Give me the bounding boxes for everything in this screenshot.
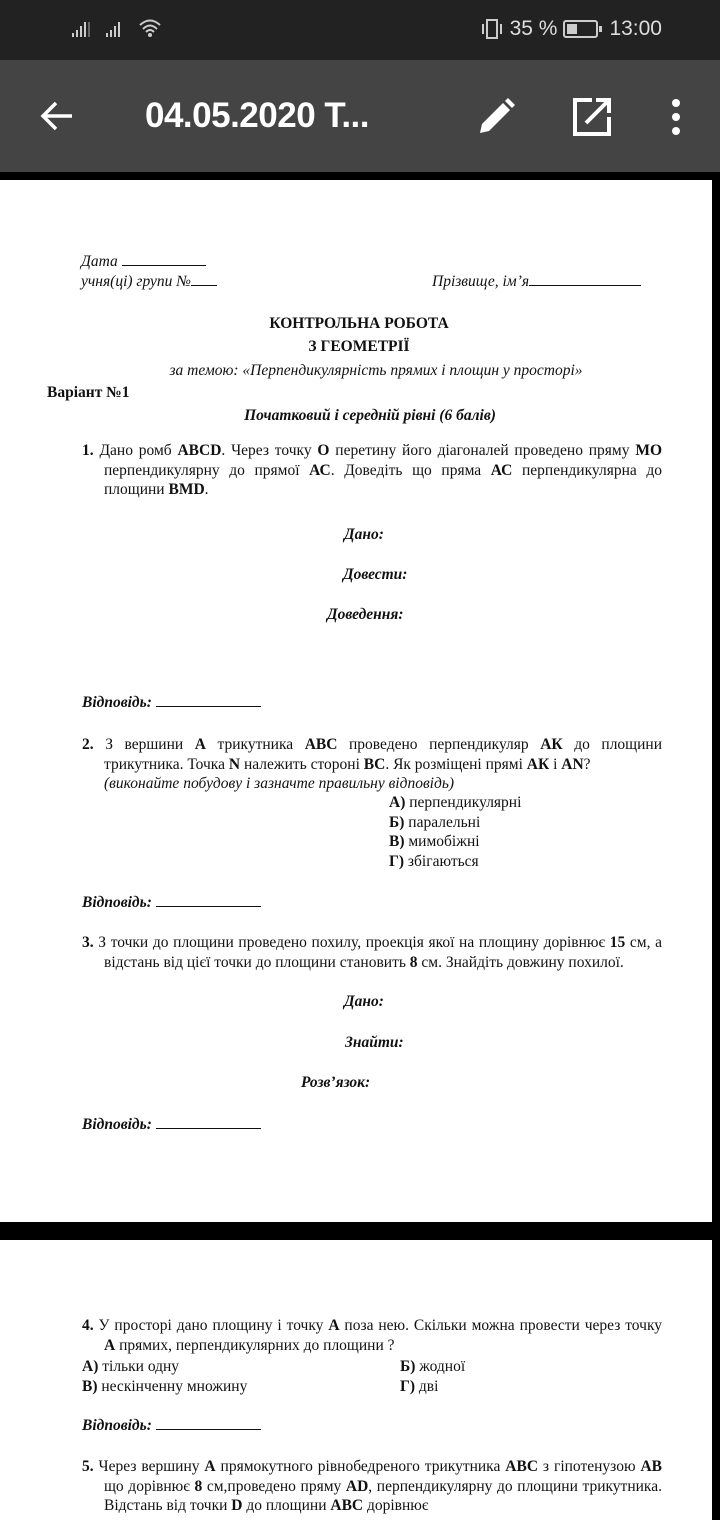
solution-label: Розв’язок: xyxy=(301,1074,371,1091)
option-text: перпендикулярні xyxy=(409,794,522,811)
given-label: Дано: xyxy=(344,993,384,1010)
text: трикутника xyxy=(205,736,305,753)
answer-option xyxy=(389,852,521,872)
status-bar xyxy=(0,0,720,60)
answer-option xyxy=(389,832,521,852)
battery-percent: 35 % xyxy=(509,17,558,40)
prove-label: Довести: xyxy=(343,566,408,583)
answer-label: Відповідь: xyxy=(82,694,152,711)
bold-text: 4. xyxy=(82,1317,99,1334)
option-text: нескінченну множину xyxy=(101,1377,248,1395)
text: до площини трикутника. Точка xyxy=(104,736,662,773)
bold-text: АВС xyxy=(330,1497,364,1514)
pencil-icon[interactable] xyxy=(476,97,516,137)
answer-option xyxy=(82,1377,400,1397)
bold-text: О xyxy=(317,442,330,459)
text: поза нею. Скільки можна провести через точку xyxy=(339,1317,663,1334)
text: . Доведіть що пряма xyxy=(330,461,491,479)
find-label: Знайти: xyxy=(345,1034,404,1051)
question-1 xyxy=(82,441,662,500)
answer-label: Відповідь: xyxy=(82,894,152,911)
bold-text: ВС xyxy=(363,755,386,773)
text: . xyxy=(204,481,209,498)
date-label: Дата xyxy=(81,253,118,270)
answer-option xyxy=(389,793,521,813)
option-text: мимобіжні xyxy=(408,833,480,850)
open-external-icon[interactable] xyxy=(572,97,612,137)
bold-text: 1. xyxy=(82,442,100,459)
level-heading: Початковий і середній рівні (6 балів) xyxy=(244,407,496,424)
option-letter: А) xyxy=(389,794,410,811)
question-3 xyxy=(82,933,662,972)
text: Через вершину xyxy=(98,1458,205,1475)
question-2-options xyxy=(389,793,521,871)
answer-label: Відповідь: xyxy=(82,1116,152,1133)
text: проведено перпендикуляр xyxy=(337,736,541,753)
answer-field[interactable] xyxy=(156,893,261,907)
bold-text: А xyxy=(328,1317,340,1334)
bold-text: А xyxy=(194,736,206,753)
blank-line xyxy=(191,272,217,286)
option-text: паралельні xyxy=(408,813,481,831)
bold-text: А xyxy=(104,1336,116,1354)
bold-text: АС xyxy=(490,461,513,479)
bold-text: 2. xyxy=(82,736,106,753)
text: . Через точку xyxy=(221,442,318,459)
bold-text: МО xyxy=(635,442,662,459)
text: перпендикулярну до прямої xyxy=(104,461,310,479)
question-2 xyxy=(82,735,662,774)
bold-text: 5. xyxy=(82,1458,99,1475)
option-letter: А) xyxy=(82,1358,103,1375)
answer-field[interactable] xyxy=(156,1115,261,1129)
question-4-options xyxy=(82,1357,502,1396)
blank-line xyxy=(529,272,641,286)
text: З точки до площини проведено похилу, проекція якої на площину дорівнює xyxy=(98,934,610,951)
app-bar xyxy=(0,60,720,172)
document-page-1 xyxy=(0,180,712,1222)
vibrate-icon xyxy=(480,18,504,40)
question-5 xyxy=(82,1457,662,1516)
clock: 13:00 xyxy=(609,17,662,40)
document-page-2 xyxy=(0,1240,712,1520)
bold-text: BMD xyxy=(168,481,205,498)
bold-text: АВС xyxy=(304,736,338,753)
question-2-note: (виконайте побудову і зазначте правильну відповідь) xyxy=(104,775,455,792)
bold-text: АВ xyxy=(640,1458,662,1475)
bold-text: АВС xyxy=(505,1458,539,1475)
text: У просторі дано площину і точку xyxy=(98,1317,329,1334)
document-title: 04.05.2020 Т... xyxy=(145,96,369,135)
option-text: збігаються xyxy=(407,852,479,870)
text: перпендикулярна до площини xyxy=(104,461,662,498)
text: см,проведено пряму xyxy=(202,1477,346,1495)
text: з гіпотенузою xyxy=(538,1458,641,1475)
option-text: тільки одну xyxy=(102,1358,180,1375)
bold-text: А xyxy=(204,1458,216,1475)
option-letter: Б) xyxy=(389,813,409,831)
group-label: учня(ці) групи № xyxy=(81,273,191,290)
wifi-icon xyxy=(138,18,162,38)
option-letter: В) xyxy=(389,833,409,850)
title-line-1: КОНТРОЛЬНА РОБОТА xyxy=(269,315,449,332)
bold-text: 8 xyxy=(409,953,418,971)
bold-text: АК xyxy=(540,736,563,753)
more-vert-icon[interactable] xyxy=(668,98,684,136)
text: прямокутного рівнобедреного трикутника xyxy=(215,1458,506,1475)
text: належить стороні xyxy=(240,755,364,773)
option-letter: Г) xyxy=(389,852,408,870)
bold-text: АК xyxy=(526,755,550,773)
answer-field[interactable] xyxy=(156,693,261,707)
bold-text: 8 xyxy=(194,1477,203,1495)
given-label: Дано: xyxy=(344,526,384,543)
title-line-2: З ГЕОМЕТРІЇ xyxy=(308,338,410,355)
answer-option xyxy=(82,1357,400,1377)
text: З вершини xyxy=(105,736,195,753)
option-letter: Г) xyxy=(400,1377,419,1395)
answer-option xyxy=(400,1377,502,1397)
answer-option xyxy=(389,813,521,833)
answer-field[interactable] xyxy=(156,1416,261,1430)
answer-option xyxy=(400,1357,502,1377)
text: ? xyxy=(583,755,591,773)
bold-text: N xyxy=(228,755,241,773)
text: прямих, перпендикулярних до площини ? xyxy=(115,1336,395,1354)
bold-text: AD xyxy=(345,1477,369,1495)
bold-text: АN xyxy=(561,755,584,773)
text: і xyxy=(549,755,562,773)
bold-text: D xyxy=(231,1497,243,1514)
option-text: жодної xyxy=(419,1358,466,1375)
signal-icon xyxy=(104,20,126,38)
question-4 xyxy=(82,1316,662,1355)
text: що дорівнює xyxy=(104,1477,195,1495)
arrow-back-icon[interactable] xyxy=(38,98,74,134)
text: , перпендикулярну до площини трикутника. Відстань від точки xyxy=(104,1477,662,1514)
text: см, а відстань від цієї точки до площини становить xyxy=(104,934,662,971)
bold-text: 3. xyxy=(82,934,99,951)
option-letter: Б) xyxy=(400,1358,420,1375)
bold-text: АС xyxy=(309,461,331,479)
topic: за темою: «Перпендикулярність прямих і площин у просторі» xyxy=(169,362,583,379)
text: до площини xyxy=(242,1497,331,1514)
text: см. Знайдіть довжину похилої. xyxy=(417,953,624,971)
name-label: Прізвище, ім’я xyxy=(432,273,530,290)
option-letter: В) xyxy=(82,1377,102,1395)
text: . Як розміщені прямі xyxy=(385,755,527,773)
variant: Варіант №1 xyxy=(47,384,130,401)
battery-icon xyxy=(563,19,603,39)
text: дорівнює xyxy=(363,1497,429,1514)
blank-line xyxy=(122,252,206,266)
proof-label: Доведення: xyxy=(327,606,404,623)
bold-text: 15 xyxy=(609,934,626,951)
bold-text: ABCD xyxy=(177,442,222,459)
answer-label: Відповідь: xyxy=(82,1417,152,1434)
option-text: дві xyxy=(418,1377,439,1395)
signal-icon xyxy=(70,20,92,38)
text: Дано ромб xyxy=(99,442,178,459)
text: перетину його діагоналей проведено пряму xyxy=(329,442,636,459)
